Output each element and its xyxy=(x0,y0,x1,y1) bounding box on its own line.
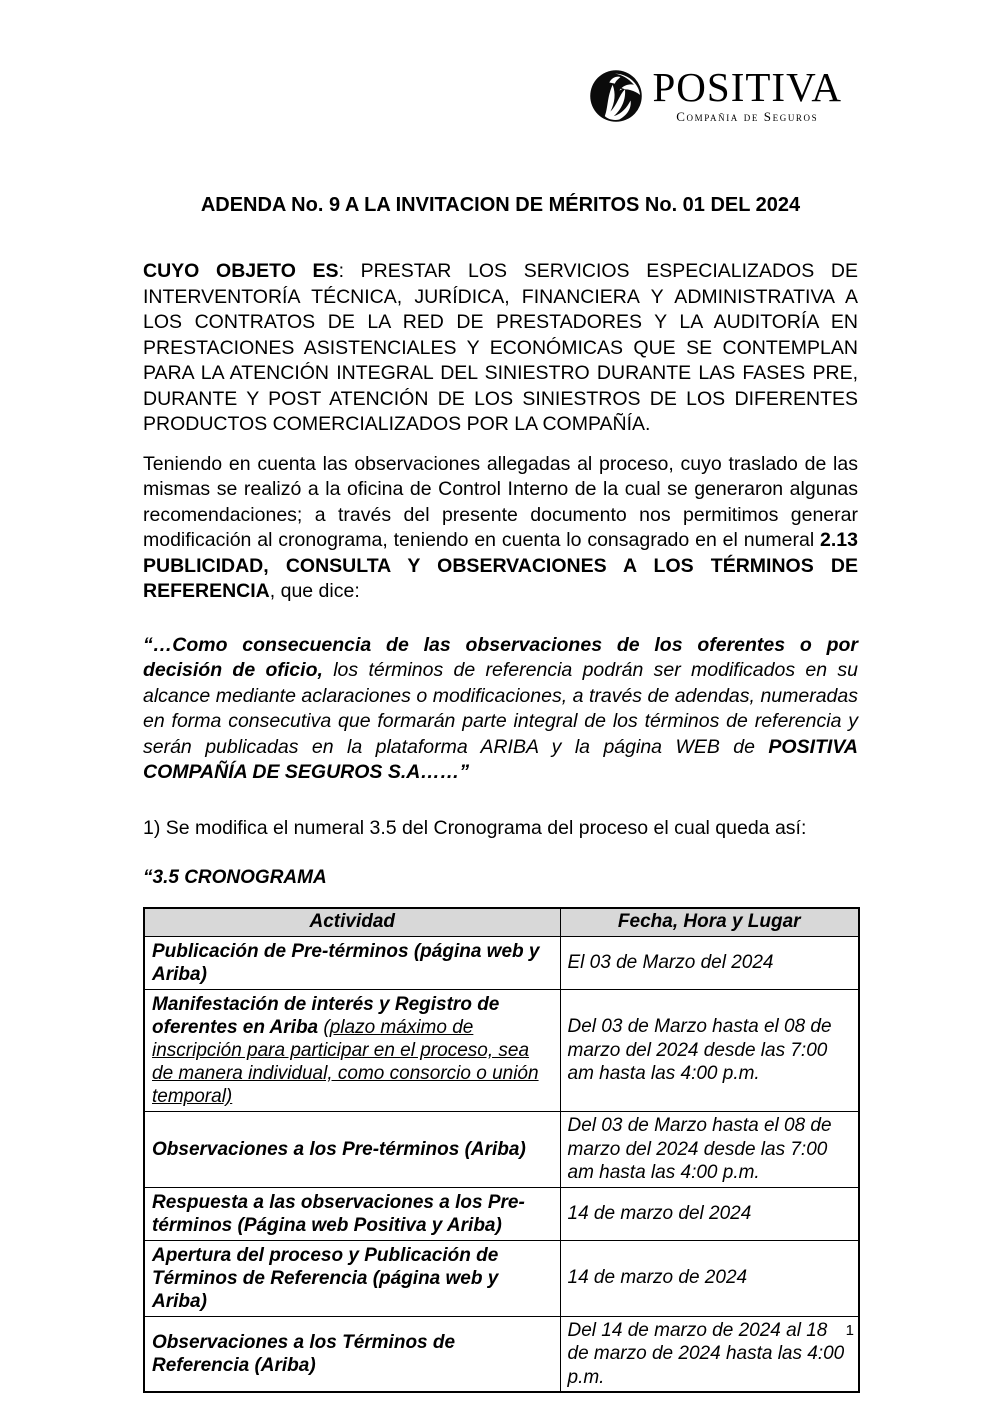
table-row xyxy=(144,937,859,990)
intro-text-2: , que dice: xyxy=(269,580,360,602)
date-cell xyxy=(560,1240,859,1316)
modification-item-1: 1) Se modifica el numeral 3.5 del Cronograma del proceso el cual queda así: xyxy=(143,816,807,839)
activity-cell xyxy=(144,1240,560,1316)
logo-lockup xyxy=(588,66,843,125)
cronograma-table xyxy=(143,907,860,1394)
date-text: 14 de marzo de 2024 xyxy=(567,1267,748,1289)
activity-text: Observaciones a los Pre-términos (Ariba) xyxy=(152,1138,526,1160)
positiva-logo-icon xyxy=(588,68,644,124)
activity-underlined-note: (plazo máximo de inscripción para participar en el proceso, sea de manera individual, como consorcio o unión temporal) xyxy=(152,1017,539,1107)
date-text: Del 03 de Marzo hasta el 08 de marzo del 2024 desde las 7:00 am hasta las 4:00 p.m. xyxy=(567,1115,832,1183)
table-header-row xyxy=(144,908,859,937)
logo xyxy=(143,66,858,125)
logo-brand-name: POSITIVA xyxy=(652,64,842,110)
intro-numeral-bold: 2.13 PUBLICIDAD, CONSULTA Y OBSERVACIONES A LOS TÉRMINOS DE REFERENCIA xyxy=(143,529,858,602)
date-cell xyxy=(560,1316,859,1392)
quote-body: los términos de referencia podrán ser modificados en su alcance mediante aclaraciones o modificaciones, a través de adendas, numeradas en forma consecutiva que formarán parte integral de los términos de referencia y serán publicadas en la plataforma ARIBA y la página WEB de xyxy=(143,659,858,758)
activity-cell xyxy=(144,990,560,1112)
paragraph-objeto xyxy=(143,259,858,438)
date-cell xyxy=(560,990,859,1112)
table-row xyxy=(144,990,859,1112)
table-row xyxy=(144,1187,859,1240)
activity-cell xyxy=(144,1316,560,1392)
logo-tagline: Compañia de Seguros xyxy=(676,109,819,124)
column-header-actividad: Actividad xyxy=(144,908,560,937)
paragraph-intro xyxy=(143,452,858,605)
objeto-text: : PRESTAR LOS SERVICIOS ESPECIALIZADOS DE INTERVENTORÍA TÉCNICA, JURÍDICA, FINANCIERA Y ADMINISTRATIVA A LOS CONTRATOS DE LA RED DE PRESTADORES Y LA AUDITORÍA EN PRESTACIONES ASISTENCIALES Y ECONÓMICAS QUE SE CONTEMPLAN PARA LA ATENCIÓN INTEGRAL DEL SINIESTRO DURANTE LAS FASES PRE, DURANTE Y POST ATENCIÓN DE LOS SINIESTROS DE LOS DIFERENTES PRODUCTOS COMERCIALIZADOS POR LA COMPAÑÍA. xyxy=(143,260,859,435)
intro-text-1: Teniendo en cuenta las observaciones allegadas al proceso, cuyo traslado de las mismas se realizó a la oficina de Control Interno de la cual se generaron algunas recomendaciones; a través del presente documento nos permitimos generar modificación al cronograma, teniendo en cuenta lo consagrado en el numeral xyxy=(143,452,858,551)
activity-cell xyxy=(144,937,560,990)
logo-text xyxy=(653,66,843,125)
activity-text: Publicación de Pre-términos (página web y Ariba) xyxy=(152,941,540,985)
quote-bold-company: POSITIVA COMPAÑÍA DE SEGUROS S.A……” xyxy=(143,735,858,783)
column-header-fecha-hora-lugar: Fecha, Hora y Lugar xyxy=(560,908,859,937)
date-text: Del 03 de Marzo hasta el 08 de marzo del 2024 desde las 7:00 am hasta las 4:00 p.m. xyxy=(567,1016,832,1085)
date-text: 14 de marzo del 2024 xyxy=(567,1202,752,1224)
objeto-label: CUYO OBJETO ES xyxy=(143,260,339,282)
cronograma-table-body xyxy=(144,937,859,1393)
table-row xyxy=(144,1112,859,1188)
section-heading-cronograma: “3.5 CRONOGRAMA xyxy=(143,867,327,888)
date-cell xyxy=(560,1187,859,1240)
activity-text: Observaciones a los Términos de Referencia (Ariba) xyxy=(152,1331,456,1376)
date-cell xyxy=(560,1112,859,1188)
table-row xyxy=(144,1240,859,1316)
activity-text: Manifestación de interés y Registro de oferentes en Ariba xyxy=(152,994,500,1038)
activity-cell xyxy=(144,1187,560,1240)
activity-cell xyxy=(144,1112,560,1188)
paragraph-quote xyxy=(143,633,858,786)
date-text: El 03 de Marzo del 2024 xyxy=(567,952,774,974)
date-text: Del 14 de marzo de 2024 al 18 de marzo de 2024 hasta las 4:00 p.m. xyxy=(567,1319,845,1388)
page-number: 1 xyxy=(845,1322,854,1339)
activity-text: Apertura del proceso y Publicación de Términos de Referencia (página web y Ariba) xyxy=(152,1244,499,1312)
document-title: ADENDA No. 9 A LA INVITACION DE MÉRITOS No. 01 DEL 2024 xyxy=(200,194,801,216)
date-cell xyxy=(560,937,859,990)
table-row xyxy=(144,1316,859,1392)
quote-bold-lead: “…Como consecuencia de las observaciones de los oferentes o por decisión de oficio, xyxy=(143,633,858,681)
activity-text: Respuesta a las observaciones a los Pre-términos (Página web Positiva y Ariba) xyxy=(152,1191,525,1236)
